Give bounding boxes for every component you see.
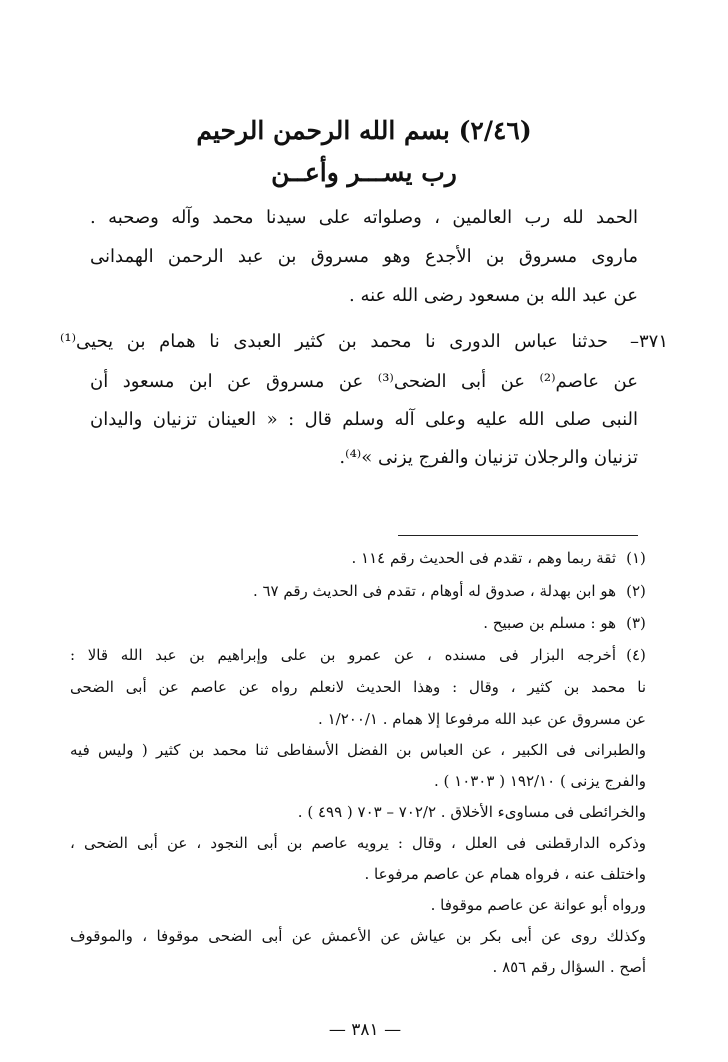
page-subtitle: رب يســـر وأعــن [271, 158, 457, 187]
footnote-number: (٤) [626, 646, 646, 664]
intro-line: الحمد لله رب العالمين ، وصلواته على سيدنا محمد وآله وصحبه . [90, 207, 638, 228]
page-title: (٢/٤٦) بسم الله الرحمن الرحيم [196, 116, 532, 145]
footnote-number: (١) [626, 549, 646, 567]
hadith-line: النبى صلى الله عليه وعلى آله وسلم قال : « العينان تزنيان واليدان [90, 409, 638, 430]
footnote-text: وذكره الدارقطنى فى العلل ، وقال : يرويه عاصم بن أبى النجود ، عن أبى الضحى ، [70, 834, 646, 852]
intro-line: عن عبد الله بن مسعود رضى الله عنه . [349, 285, 638, 306]
page-number: — ٣٨١ — [328, 1020, 402, 1040]
footnote-text: عن مسروق عن عبد الله مرفوعا إلا همام . ١/٢٠٠/١ . [318, 710, 646, 728]
footnote-text: نا محمد بن كثير ، وقال : وهذا الحديث لانعلم رواه عن عاصم عن أبى الضحى [70, 678, 646, 696]
footnote-text: هو : مسلم بن صبيح . [483, 614, 616, 632]
footnote-number: (٣) [626, 614, 646, 632]
hadith-line: عن عاصم⁽²⁾ عن أبى الضحى⁽³⁾ عن مسروق عن ابن مسعود أن [90, 371, 638, 392]
hadith-number: ٣٧١– [629, 331, 668, 352]
footnote-text: ثقة ربما وهم ، تقدم فى الحديث رقم ١١٤ . [351, 549, 616, 567]
footnote-text: أخرجه البزار فى مسنده ، عن عمرو بن على وإبراهيم بن عبد الله قالا : [70, 646, 616, 664]
footnote-text: أصح . السؤال رقم ٨٥٦ . [492, 958, 646, 976]
footnote-text: والطبرانى فى الكبير ، عن العباس بن الفضل الأسفاطى ثنا محمد بن كثير ( وليس فيه [70, 741, 646, 759]
footnote-text: هو ابن بهدلة ، صدوق له أوهام ، تقدم فى الحديث رقم ٦٧ . [252, 582, 616, 600]
intro-line: ماروى مسروق بن الأجدع وهو مسروق بن عبد الرحمن الهمدانى [90, 246, 638, 267]
hadith-line: حدثنا عباس الدورى نا محمد بن كثير العبدى نا همام بن يحيى⁽¹⁾ [60, 331, 608, 352]
footnote-text: واختلف عنه ، فرواه همام عن عاصم مرفوعا . [364, 865, 646, 883]
hadith-line: تزنيان والرجلان تزنيان والفرج يزنى »⁽⁴⁾. [339, 447, 638, 468]
footnote-divider [398, 535, 638, 536]
footnote-text: والفرج يزنى ) ١٩٢/١٠ ( ١٠٣٠٣ ) . [433, 772, 646, 790]
footnote-text: ورواه أبو عوانة عن عاصم موقوفا . [430, 896, 646, 914]
footnote-text: وكذلك روى عن أبى بكر بن عياش عن الأعمش عن أبى الضحى موقوفا ، والموقوف [70, 927, 646, 945]
footnote-text: والخرائطى فى مساوىء الأخلاق . ٧٠٢/٢ – ٧٠٣ ( ٤٩٩ ) . [297, 803, 646, 821]
footnote-number: (٢) [626, 582, 646, 600]
